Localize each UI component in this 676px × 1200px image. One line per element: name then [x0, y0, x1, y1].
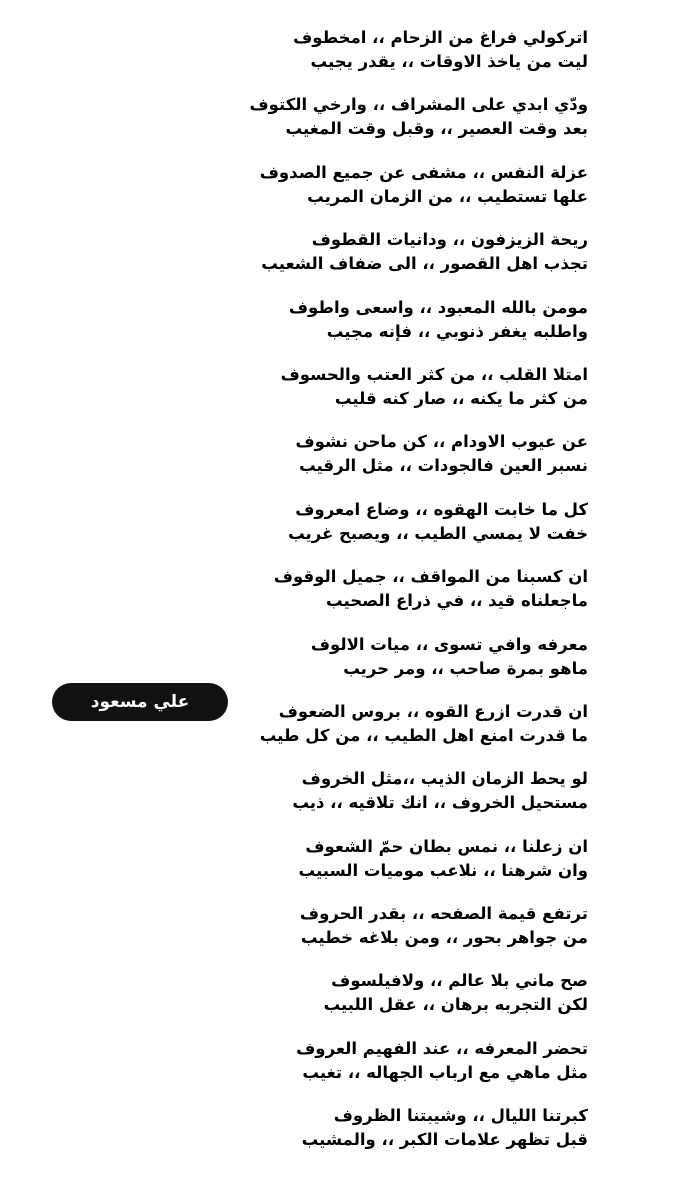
poem-line: مومن بالله المعبود ،، واسعى واطوف: [288, 297, 588, 317]
stanza: [270, 498, 588, 565]
poem-line: ماهو بمرة صاحب ،، ومر حريب: [343, 658, 588, 678]
stanza: [270, 1037, 588, 1104]
poem-line: ليت من ياخذ الاوقات ،، يقدر يجيب: [310, 52, 588, 71]
stanza: [261, 228, 588, 295]
poem-line: ان قدرت ازرع القوه ،، بروس الضعوف: [278, 701, 588, 721]
stanza: [270, 430, 588, 497]
poem-line: مستحيل الخروف ،، انك تلاقيه ،، ذيب: [292, 793, 588, 813]
poem-line: علها تستطيب ،، من الزمان المريب: [307, 186, 588, 206]
poem-line: عزلة النفس ،، مشفى عن جميع الصدوف: [259, 162, 588, 182]
poem-line: لكن التجربه برهان ،، عقل اللبيب: [323, 995, 588, 1015]
poem-line: تحضر المعرفه ،، عند الفهيم العروف: [296, 1038, 588, 1058]
stanza: [270, 969, 588, 1036]
poem-line: كبرتنا الليال ،، وشيبتنا الظروف: [333, 1106, 588, 1126]
poem-line: امتلا القلب ،، من كثر العتب والحسوف: [280, 364, 588, 384]
poem-line: قبل تظهر علامات الكبر ،، والمشيب: [301, 1130, 588, 1150]
poem-line: كل ما خابت الهقوه ،، وضاع امعروف: [295, 499, 588, 519]
poem-line: بعد وقت العصير ،، وقبل وقت المغيب: [285, 119, 588, 139]
poem-line: وان شرهنا ،، نلاعب موميات السبيب: [298, 860, 588, 880]
stanza: [270, 902, 588, 969]
poem-line: لو يحط الزمان الذيب ،،مثل الخروف: [301, 769, 588, 789]
poem-line: واطلبه يغفر ذنوبي ،، فإنه مجيب: [326, 321, 588, 341]
stanza: [270, 835, 588, 902]
poem-line: معرفه وافي تسوى ،، ميات الالوف: [310, 634, 588, 654]
poem: [249, 26, 588, 1172]
stanza: [270, 296, 588, 363]
stanza: [259, 700, 588, 767]
stanza: [249, 93, 588, 160]
poem-line: تجذب اهل القصور ،، الى ضفاف الشعيب: [261, 254, 588, 274]
poem-line: ماجعلناه قيد ،، في ذراع الصحيب: [326, 591, 588, 611]
stanza: [270, 363, 588, 430]
author-badge: علي مسعود: [52, 683, 228, 721]
poem-line: صح ماني بلا عالم ،، ولافيلسوف: [331, 971, 588, 991]
poem-line: مثل ماهي مع ارباب الجهاله ،، تغيب: [302, 1062, 588, 1082]
poem-line: من كثر ما يكنه ،، صار كنه قليب: [334, 388, 588, 408]
poem-line: عن عيوب الاودام ،، كن ماحن نشوف: [295, 432, 588, 452]
stanza: [270, 633, 588, 700]
poem-line: نسبر العين فالجودات ،، مثل الرقيب: [299, 456, 588, 476]
stanza: [270, 767, 588, 834]
poem-line: خفت لا يمسي الطيب ،، ويصبح غريب: [288, 523, 588, 543]
stanza: [270, 565, 588, 632]
poem-line: ما قدرت امنع اهل الطيب ،، من كل طيب: [259, 725, 588, 745]
poem-line: ترتفع قيمة الصفحه ،، بقدر الحروف: [299, 904, 588, 924]
poem-line: اتركولي فراغ من الزحام ،، امخطوف: [293, 28, 588, 47]
poem-line: ان زعلنا ،، نمس بطان حمّ الشعوف: [305, 836, 588, 856]
stanza: [270, 26, 588, 93]
poem-line: من جواهر بحور ،، ومن بلاغه خطيب: [300, 928, 588, 948]
stanza: [259, 161, 588, 228]
poem-line: ريحة الزيزفون ،، ودانيات القطوف: [311, 230, 588, 250]
poem-line: ودّي ابدي على المشراف ،، وارخي الكتوف: [249, 95, 588, 115]
stanza: [270, 1104, 588, 1171]
poem-line: ان كسبنا من المواقف ،، جميل الوقوف: [273, 567, 588, 587]
